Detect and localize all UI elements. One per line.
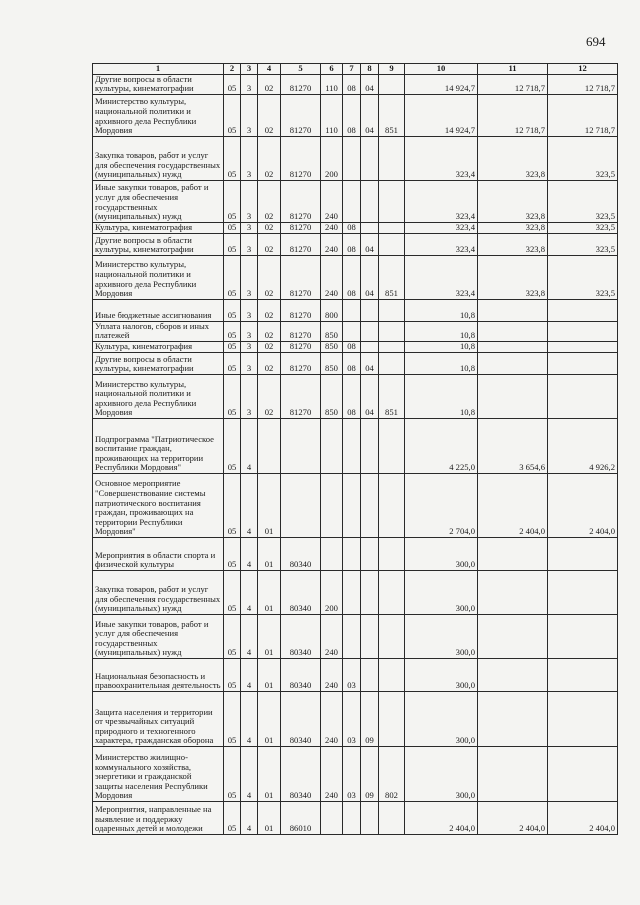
row-value-cell [379,299,405,321]
row-value-cell: 08 [343,374,361,418]
row-value-cell: 80340 [281,537,321,570]
row-value-cell: 05 [224,374,241,418]
column-header: 8 [361,64,379,75]
row-value-cell: 81270 [281,352,321,374]
row-value-cell [343,136,361,180]
row-value-cell: 3 654,6 [478,418,548,473]
row-value-cell: 05 [224,299,241,321]
row-value-cell: 05 [224,222,241,233]
column-header: 2 [224,64,241,75]
row-value-cell: 12 718,7 [478,74,548,94]
row-value-cell: 2 404,0 [478,801,548,834]
row-value-cell: 3 [241,341,258,352]
row-value-cell: 323,4 [405,180,478,222]
row-value-cell: 05 [224,321,241,341]
row-name-cell: Основное мероприятие "Совершенствование системы патриотического воспитания граждан, проживающих на территории Республики Мордовия" [93,473,224,537]
row-value-cell: 04 [361,74,379,94]
row-name-cell: Подпрограмма "Патриотическое воспитание граждан, проживающих на территории Республики Мордовия" [93,418,224,473]
row-value-cell [379,74,405,94]
row-value-cell: 4 [241,746,258,801]
row-value-cell: 300,0 [405,570,478,614]
row-value-cell: 323,4 [405,222,478,233]
row-value-cell [548,658,618,691]
row-value-cell: 240 [321,233,343,255]
row-value-cell: 05 [224,691,241,746]
row-value-cell [343,180,361,222]
row-value-cell [361,658,379,691]
row-value-cell: 81270 [281,255,321,299]
table-row [93,374,618,418]
row-value-cell: 323,8 [478,222,548,233]
row-value-cell: 300,0 [405,746,478,801]
row-value-cell: 81270 [281,299,321,321]
row-value-cell: 81270 [281,233,321,255]
row-value-cell: 02 [258,352,281,374]
row-name-cell: Другие вопросы в области культуры, кинематографии [93,352,224,374]
row-value-cell [361,570,379,614]
row-value-cell: 240 [321,691,343,746]
row-value-cell [478,537,548,570]
row-value-cell [379,570,405,614]
row-value-cell [548,570,618,614]
row-value-cell: 05 [224,746,241,801]
table-row [93,222,618,233]
row-value-cell [379,352,405,374]
row-value-cell [361,473,379,537]
column-header: 9 [379,64,405,75]
row-value-cell: 110 [321,74,343,94]
row-value-cell: 05 [224,418,241,473]
row-value-cell: 240 [321,222,343,233]
row-value-cell: 05 [224,801,241,834]
row-name-cell: Мероприятия, направленные на выявление и поддержку одаренных детей и молодежи [93,801,224,834]
row-value-cell [478,691,548,746]
row-value-cell [281,418,321,473]
row-value-cell: 05 [224,473,241,537]
row-value-cell: 3 [241,352,258,374]
row-value-cell: 86010 [281,801,321,834]
row-value-cell: 05 [224,658,241,691]
row-value-cell: 81270 [281,74,321,94]
row-value-cell [343,418,361,473]
row-value-cell: 323,5 [548,136,618,180]
row-value-cell: 05 [224,570,241,614]
row-value-cell: 01 [258,537,281,570]
row-value-cell: 01 [258,658,281,691]
column-header: 1 [93,64,224,75]
row-value-cell [548,614,618,658]
row-value-cell: 08 [343,352,361,374]
table-row [93,473,618,537]
row-value-cell: 12 718,7 [548,74,618,94]
row-value-cell [548,691,618,746]
row-value-cell: 05 [224,255,241,299]
row-value-cell: 05 [224,614,241,658]
table-row [93,180,618,222]
page-number: 694 [586,34,606,49]
row-value-cell [379,473,405,537]
row-value-cell: 4 [241,473,258,537]
row-value-cell: 80340 [281,570,321,614]
row-value-cell [343,614,361,658]
row-value-cell: 02 [258,299,281,321]
row-value-cell: 300,0 [405,614,478,658]
table-row [93,321,618,341]
row-value-cell: 2 404,0 [405,801,478,834]
row-value-cell [361,418,379,473]
row-value-cell: 323,5 [548,255,618,299]
row-value-cell [361,801,379,834]
row-value-cell: 03 [343,658,361,691]
row-value-cell: 10,8 [405,374,478,418]
row-value-cell: 08 [343,222,361,233]
row-value-cell: 80340 [281,746,321,801]
row-value-cell [361,299,379,321]
row-value-cell: 240 [321,746,343,801]
row-value-cell: 02 [258,341,281,352]
budget-table [92,63,618,835]
row-value-cell [343,321,361,341]
row-name-cell: Иные закупки товаров, работ и услуг для обеспечения государственных (муниципальных) нужд [93,180,224,222]
row-value-cell [548,299,618,321]
row-value-cell: 4 [241,614,258,658]
row-value-cell [321,537,343,570]
row-value-cell: 850 [321,341,343,352]
column-header: 5 [281,64,321,75]
row-value-cell [361,341,379,352]
row-value-cell [361,614,379,658]
row-value-cell: 02 [258,222,281,233]
table-row [93,658,618,691]
table-row [93,746,618,801]
row-value-cell: 05 [224,341,241,352]
row-value-cell: 323,8 [478,136,548,180]
row-name-cell: Закупка товаров, работ и услуг для обеспечения государственных (муниципальных) нужд [93,570,224,614]
row-value-cell [361,321,379,341]
row-value-cell [258,418,281,473]
table-row [93,801,618,834]
row-value-cell [379,418,405,473]
table-row [93,94,618,136]
row-value-cell: 04 [361,94,379,136]
row-value-cell [379,180,405,222]
row-value-cell: 09 [361,691,379,746]
row-value-cell: 14 924,7 [405,94,478,136]
row-name-cell: Защита населения и территории от чрезвычайных ситуаций природного и техногенного характера, гражданская оборона [93,691,224,746]
row-value-cell: 08 [343,233,361,255]
row-value-cell: 08 [343,74,361,94]
row-value-cell [281,473,321,537]
row-value-cell: 323,8 [478,180,548,222]
row-value-cell [478,374,548,418]
column-header: 4 [258,64,281,75]
row-value-cell: 05 [224,136,241,180]
row-value-cell: 300,0 [405,658,478,691]
row-value-cell: 80340 [281,658,321,691]
row-value-cell [321,473,343,537]
row-value-cell: 02 [258,94,281,136]
row-value-cell: 240 [321,255,343,299]
row-value-cell [379,341,405,352]
row-value-cell: 02 [258,136,281,180]
row-value-cell: 01 [258,614,281,658]
row-value-cell: 05 [224,537,241,570]
row-name-cell: Министерство культуры, национальной политики и архивного дела Республики Мордовия [93,94,224,136]
row-value-cell: 4 [241,691,258,746]
row-value-cell: 4 [241,418,258,473]
row-value-cell: 3 [241,233,258,255]
row-name-cell: Другие вопросы в области культуры, кинематографии [93,74,224,94]
row-value-cell [478,658,548,691]
row-value-cell: 01 [258,801,281,834]
row-value-cell: 851 [379,94,405,136]
column-header: 12 [548,64,618,75]
row-value-cell: 300,0 [405,691,478,746]
row-value-cell: 81270 [281,341,321,352]
row-value-cell: 4 926,2 [548,418,618,473]
row-value-cell [321,801,343,834]
row-value-cell: 240 [321,180,343,222]
row-value-cell: 2 704,0 [405,473,478,537]
row-value-cell: 323,4 [405,136,478,180]
row-name-cell: Культура, кинематография [93,222,224,233]
row-value-cell: 02 [258,255,281,299]
table-row [93,537,618,570]
row-value-cell: 323,4 [405,233,478,255]
row-value-cell: 4 [241,570,258,614]
column-header: 11 [478,64,548,75]
row-value-cell [478,321,548,341]
row-value-cell: 802 [379,746,405,801]
row-value-cell: 3 [241,136,258,180]
row-value-cell [321,418,343,473]
row-value-cell [343,570,361,614]
row-value-cell: 10,8 [405,341,478,352]
row-value-cell: 3 [241,180,258,222]
row-value-cell: 03 [343,746,361,801]
row-value-cell: 240 [321,614,343,658]
row-value-cell: 80340 [281,614,321,658]
row-value-cell: 80340 [281,691,321,746]
row-value-cell: 01 [258,473,281,537]
row-value-cell: 09 [361,746,379,801]
row-value-cell: 3 [241,74,258,94]
row-value-cell [361,222,379,233]
row-value-cell: 05 [224,180,241,222]
row-value-cell: 03 [343,691,361,746]
row-value-cell: 3 [241,94,258,136]
row-value-cell [478,352,548,374]
row-value-cell [548,352,618,374]
row-value-cell: 02 [258,74,281,94]
row-value-cell [478,341,548,352]
row-value-cell: 2 404,0 [548,473,618,537]
row-value-cell: 81270 [281,374,321,418]
row-value-cell: 300,0 [405,537,478,570]
table-row [93,74,618,94]
row-value-cell: 81270 [281,136,321,180]
row-value-cell: 04 [361,374,379,418]
row-value-cell [379,658,405,691]
row-value-cell: 3 [241,222,258,233]
row-value-cell [379,136,405,180]
row-value-cell [478,299,548,321]
row-value-cell: 10,8 [405,352,478,374]
row-value-cell [343,299,361,321]
row-value-cell: 851 [379,374,405,418]
row-name-cell: Мероприятия в области спорта и физической культуры [93,537,224,570]
row-value-cell: 12 718,7 [478,94,548,136]
row-value-cell [379,222,405,233]
header-row [93,64,618,75]
row-value-cell: 12 718,7 [548,94,618,136]
table-row [93,136,618,180]
row-value-cell: 02 [258,180,281,222]
row-value-cell: 4 [241,658,258,691]
row-name-cell: Иные бюджетные ассигнования [93,299,224,321]
row-name-cell: Закупка товаров, работ и услуг для обеспечения государственных (муниципальных) нужд [93,136,224,180]
row-value-cell [548,321,618,341]
row-value-cell: 240 [321,658,343,691]
row-name-cell: Уплата налогов, сборов и иных платежей [93,321,224,341]
row-value-cell: 02 [258,321,281,341]
row-value-cell: 05 [224,74,241,94]
row-value-cell: 323,5 [548,233,618,255]
row-value-cell [478,570,548,614]
table-row [93,570,618,614]
row-value-cell: 850 [321,352,343,374]
row-value-cell: 81270 [281,180,321,222]
row-value-cell: 850 [321,374,343,418]
row-value-cell: 01 [258,570,281,614]
row-value-cell: 14 924,7 [405,74,478,94]
row-value-cell: 3 [241,299,258,321]
row-value-cell: 851 [379,255,405,299]
row-value-cell: 110 [321,94,343,136]
row-value-cell: 01 [258,746,281,801]
row-value-cell [478,614,548,658]
row-value-cell [548,341,618,352]
row-value-cell: 3 [241,374,258,418]
row-value-cell: 10,8 [405,321,478,341]
row-value-cell [478,746,548,801]
row-value-cell: 323,4 [405,255,478,299]
row-value-cell: 05 [224,352,241,374]
row-name-cell: Другие вопросы в области культуры, кинематографии [93,233,224,255]
row-value-cell: 81270 [281,222,321,233]
row-value-cell: 2 404,0 [478,473,548,537]
row-value-cell: 200 [321,136,343,180]
row-value-cell: 08 [343,341,361,352]
row-value-cell [343,473,361,537]
row-value-cell: 10,8 [405,299,478,321]
table-body [93,74,618,834]
row-value-cell: 200 [321,570,343,614]
column-header: 10 [405,64,478,75]
row-value-cell: 4 [241,537,258,570]
row-value-cell [548,746,618,801]
row-name-cell: Министерство культуры, национальной политики и архивного дела Республики Мордовия [93,255,224,299]
row-value-cell: 323,8 [478,233,548,255]
row-value-cell [343,537,361,570]
row-value-cell: 323,5 [548,222,618,233]
row-value-cell: 2 404,0 [548,801,618,834]
row-value-cell: 323,5 [548,180,618,222]
row-value-cell [548,537,618,570]
row-value-cell [379,691,405,746]
row-value-cell [343,801,361,834]
table-row [93,418,618,473]
table-row [93,691,618,746]
table-row [93,299,618,321]
row-value-cell: 800 [321,299,343,321]
row-value-cell [361,180,379,222]
row-name-cell: Министерство культуры, национальной политики и архивного дела Республики Мордовия [93,374,224,418]
row-value-cell: 3 [241,255,258,299]
row-value-cell: 3 [241,321,258,341]
row-value-cell [379,537,405,570]
row-value-cell [361,537,379,570]
row-value-cell: 05 [224,94,241,136]
row-value-cell: 04 [361,233,379,255]
row-value-cell: 04 [361,255,379,299]
row-value-cell: 4 225,0 [405,418,478,473]
row-value-cell: 850 [321,321,343,341]
column-header: 7 [343,64,361,75]
table-row [93,341,618,352]
table-row [93,233,618,255]
row-name-cell: Национальная безопасность и правоохранительная деятельность [93,658,224,691]
row-name-cell: Министерство жилищно-коммунального хозяйства, энергетики и гражданской защиты населения Республики Мордовия [93,746,224,801]
table-row [93,352,618,374]
row-value-cell [548,374,618,418]
row-value-cell: 02 [258,374,281,418]
row-value-cell [379,321,405,341]
table-row [93,614,618,658]
row-value-cell: 81270 [281,321,321,341]
column-header: 3 [241,64,258,75]
row-name-cell: Иные закупки товаров, работ и услуг для обеспечения государственных (муниципальных) нужд [93,614,224,658]
row-value-cell: 05 [224,233,241,255]
row-value-cell: 08 [343,255,361,299]
table-row [93,255,618,299]
row-value-cell: 04 [361,352,379,374]
row-value-cell: 81270 [281,94,321,136]
row-value-cell [379,614,405,658]
row-value-cell [361,136,379,180]
row-value-cell: 02 [258,233,281,255]
row-value-cell: 323,8 [478,255,548,299]
row-value-cell [379,801,405,834]
row-value-cell: 4 [241,801,258,834]
row-value-cell: 08 [343,94,361,136]
row-name-cell: Культура, кинематография [93,341,224,352]
row-value-cell [379,233,405,255]
row-value-cell: 01 [258,691,281,746]
column-header: 6 [321,64,343,75]
